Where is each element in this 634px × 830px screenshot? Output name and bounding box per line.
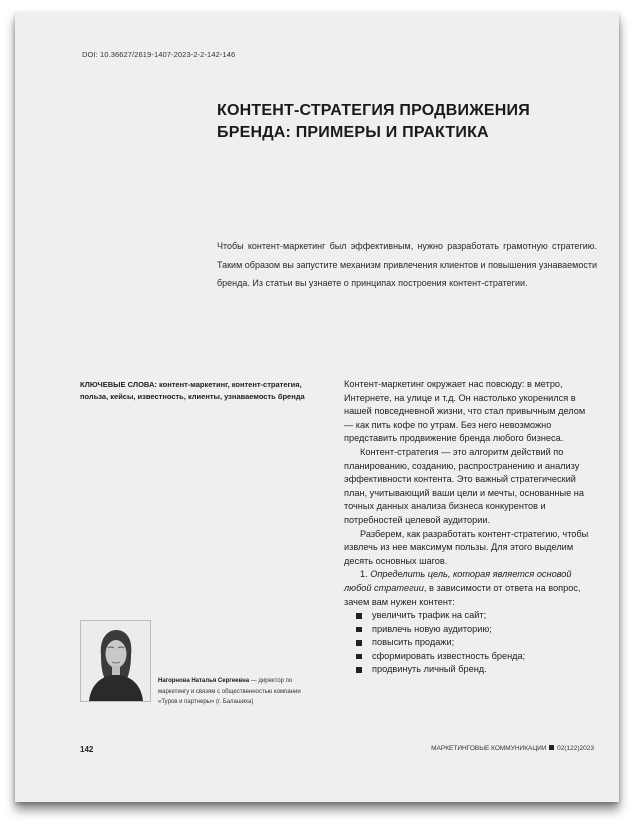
keywords: КЛЮЧЕВЫЕ СЛОВА: контент-маркетинг, контент-стратегия, польза, кейсы, известность, клиенты, узнаваемость бренда — [80, 380, 305, 401]
list-item: увеличить трафик на сайт; — [356, 609, 594, 623]
square-separator-icon — [549, 745, 554, 750]
author-role: — директор по маркетингу и связям с общественностью компании «Туров и партнеры» (г. Балашиха) — [158, 678, 301, 705]
goals-list — [344, 609, 594, 677]
issue-number: 02(122)2023 — [557, 745, 594, 752]
square-bullet-icon — [356, 627, 362, 633]
square-bullet-icon — [356, 613, 362, 619]
page-number: 142 — [80, 745, 94, 754]
list-item: повысить продажи; — [356, 636, 594, 650]
author-name: Нагорнова Наталья Сергеевна — [158, 678, 250, 684]
list-item: сформировать известность бренда; — [356, 650, 594, 664]
body-paragraph-step-1 — [344, 568, 594, 609]
body-paragraph: Контент-стратегия — это алгоритм действий по планированию, созданию, распространению и анализу эффективности контента. Это важный стратегический план, учитывающий ваши цели и мечты, основанные на точных данных анализа бизнеса конкурентов и потребностей целевой аудитории. — [344, 446, 584, 525]
body-paragraph: Разберем, как разработать контент-стратегию, чтобы извлечь из нее максимум пользы. Для этого выделим десять основных шагов. — [344, 528, 589, 566]
article-body — [344, 378, 594, 677]
list-item: продвинуть личный бренд. — [356, 663, 594, 677]
step-number: 1. — [360, 569, 368, 580]
square-bullet-icon — [356, 667, 362, 673]
square-bullet-icon — [356, 654, 362, 660]
article-title: КОНТЕНТ-СТРАТЕГИЯ ПРОДВИЖЕНИЯ БРЕНДА: ПРИМЕРЫ И ПРАКТИКА — [217, 102, 530, 141]
square-bullet-icon — [356, 640, 362, 646]
step-text: , в зависимости от ответа на вопрос, зачем вам нужен контент: — [344, 582, 581, 607]
journal-name: МАРКЕТИНГОВЫЕ КОММУНИКАЦИИ — [431, 745, 547, 752]
body-paragraph: Контент-маркетинг окружает нас повсюду: в метро, Интернете, на улице и т.д. Он настолько укоренился в нашей повседневной жизни, что стал привычным делом — как пить кофе по утрам. Без него невозможно представить продвижение бренда любого бизнеса. — [344, 379, 586, 444]
step-emphasis: Определить цель, которая является основой любой стратегии — [344, 569, 572, 593]
journal-page — [15, 12, 619, 802]
author-portrait-image — [81, 621, 150, 701]
author-photo — [80, 620, 151, 702]
running-footer — [431, 745, 594, 752]
article-abstract: Чтобы контент-маркетинг был эффективным, нужно разработать грамотную стратегию. Таким образом вы запустите механизм привлечения клиентов и повышения узнаваемости бренда. Из статьи вы узнаете о принципах построения контент-стратегии. — [217, 241, 597, 288]
doi-label: DOI: 10.36627/2619-1407-2023-2-2-142-146 — [82, 50, 236, 59]
author-info — [158, 676, 318, 708]
list-item: привлечь новую аудиторию; — [356, 623, 594, 637]
